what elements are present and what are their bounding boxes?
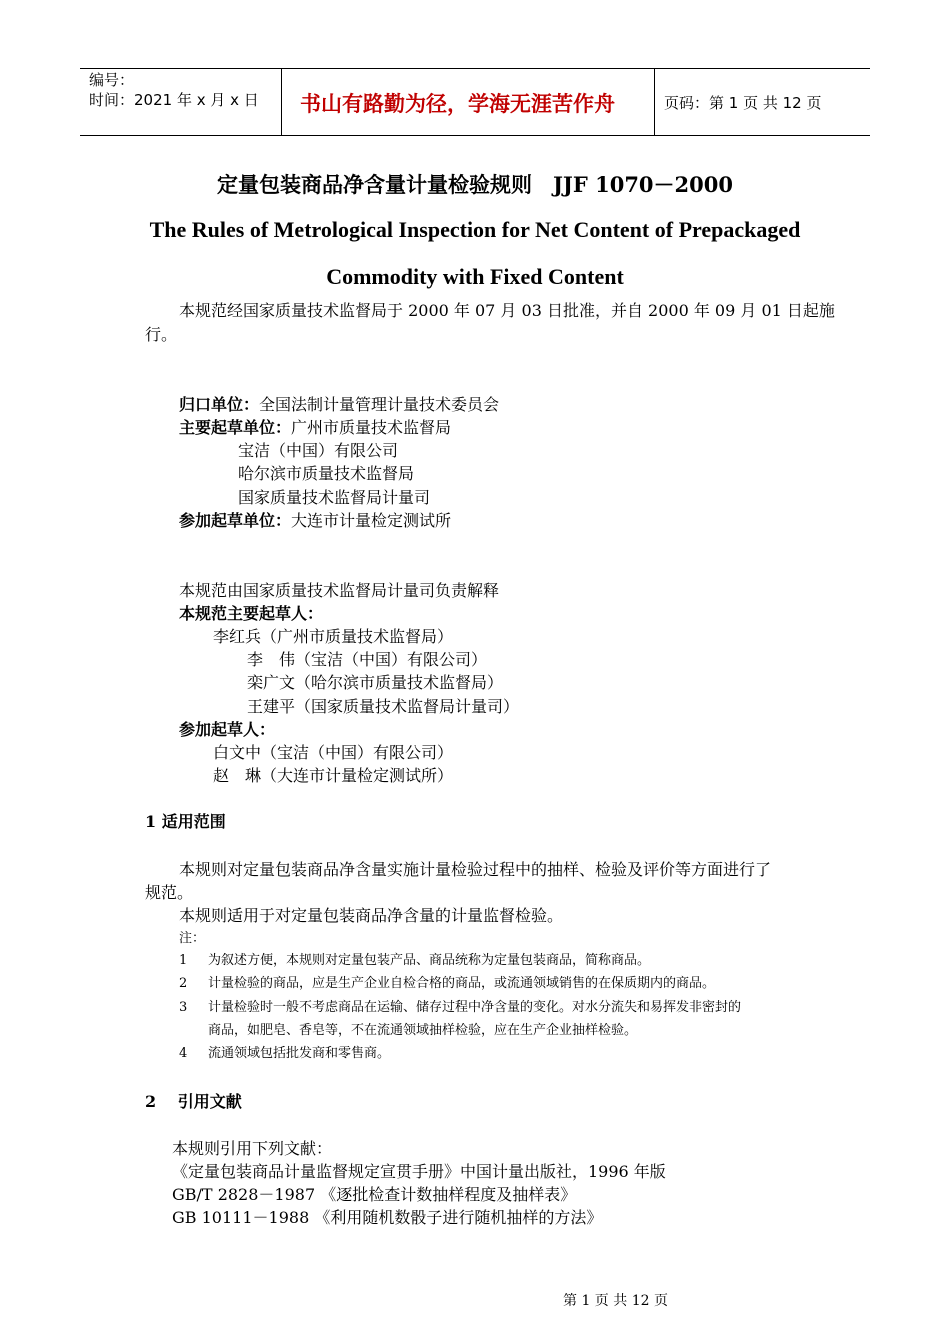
header-motto: 书山有路勤为径，学海无涯苦作舟 — [300, 92, 615, 116]
participating-unit — [179, 509, 451, 532]
note-2-text: 计量检验的商品，应是生产企业自检合格的商品，或流通领域销售的在保质期内的商品。 — [208, 976, 716, 991]
header-top-rule — [80, 68, 870, 69]
note-1-text: 为叙述方便，本规则对定量包装产品、商品统称为定量包装商品，简称商品。 — [208, 953, 651, 968]
main-drafting-unit-4: 国家质量技术监督局计量司 — [238, 488, 431, 507]
main-drafting-unit-1 — [179, 416, 451, 439]
note-2-number: 2 — [179, 976, 188, 991]
interpretation-note: 本规范由国家质量技术监督局计量司负责解释 — [179, 581, 500, 600]
participating-drafters-label: 参加起草人： — [179, 720, 276, 739]
title-en-line2: Commodity with Fixed Content — [326, 264, 624, 289]
section-1-para2: 本规则适用于对定量包装商品净含量的计量监督检验。 — [179, 906, 564, 925]
main-drafter-2: 李 伟（宝洁（中国）有限公司） — [247, 650, 488, 669]
section-1-heading: 1 适用范围 — [145, 812, 226, 831]
main-drafting-unit-2: 宝洁（中国）有限公司 — [238, 441, 399, 460]
document-number: 编号： — [89, 71, 135, 89]
participating-unit-value: 大连市计量检定测试所 — [291, 511, 452, 530]
main-drafters-label: 本规范主要起草人： — [179, 604, 324, 623]
reference-1: 《定量包装商品计量监督规定宣贯手册》中国计量出版社，1996 年版 — [172, 1162, 666, 1181]
participating-drafter-2: 赵 琳（大连市计量检定测试所） — [213, 766, 454, 785]
note-3-number: 3 — [179, 1000, 188, 1015]
main-drafter-3: 栾广文（哈尔滨市质量技术监督局） — [247, 673, 504, 692]
title-en-line1: The Rules of Metrological Inspection for Net Content of Prepackaged — [149, 217, 801, 242]
main-drafting-unit-3: 哈尔滨市质量技术监督局 — [238, 464, 415, 483]
header-divider-left — [281, 68, 282, 136]
note-3-text: 计量检验时一般不考虑商品在运输、储存过程中净含量的变化。对水分流失和易挥发非密封的 — [208, 1000, 742, 1015]
main-drafter-4: 王建平（国家质量技术监督局计量司） — [247, 697, 520, 716]
header-page-number: 页码：第 1 页 共 12 页 — [664, 94, 822, 112]
section-2-heading: 2 引用文献 — [145, 1092, 242, 1111]
note-1-number: 1 — [179, 953, 188, 968]
reference-3: GB 10111－1988 《利用随机数骰子进行随机抽样的方法》 — [172, 1208, 603, 1227]
responsible-unit — [179, 393, 499, 416]
section-1-para1-line1: 本规则对定量包装商品净含量实施计量检验过程中的抽样、检验及评价等方面进行了 — [179, 860, 772, 879]
header-bottom-rule — [80, 135, 870, 136]
note-4-text: 流通领域包括批发商和零售商。 — [208, 1046, 391, 1061]
main-drafter-1: 李红兵（广州市质量技术监督局） — [213, 627, 454, 646]
approval-line2: 行。 — [145, 325, 178, 344]
responsible-unit-label: 归口单位： — [179, 395, 260, 414]
main-drafting-label: 主要起草单位： — [179, 418, 292, 437]
note-3-text-continued: 商品，如肥皂、香皂等，不在流通领域抽样检验，应在生产企业抽样检验。 — [208, 1023, 638, 1038]
approval-line1: 本规范经国家质量技术监督局于 2000 年 07 月 03 日批准，并自 2000 年 09 月 01 日起施 — [179, 301, 835, 320]
participating-drafter-1: 白文中（宝洁（中国）有限公司） — [213, 743, 454, 762]
title-cn: 定量包装商品净含量计量检验规则 JJF 1070－2000 — [217, 172, 733, 197]
main-drafting-value: 广州市质量技术监督局 — [291, 418, 452, 437]
note-4-number: 4 — [179, 1046, 188, 1061]
participating-unit-label: 参加起草单位： — [179, 511, 292, 530]
reference-2: GB/T 2828－1987 《逐批检查计数抽样程度及抽样表》 — [172, 1185, 577, 1204]
document-date: 时间：2021 年 x 月 x 日 — [89, 91, 259, 109]
notes-label: 注： — [179, 931, 206, 946]
section-1-para1-line2: 规范。 — [145, 883, 194, 902]
section-2-intro: 本规则引用下列文献： — [172, 1139, 333, 1158]
header-divider-right — [654, 68, 655, 136]
footer-page-number: 第 1 页 共 12 页 — [563, 1293, 668, 1309]
responsible-unit-value: 全国法制计量管理计量技术委员会 — [259, 395, 500, 414]
